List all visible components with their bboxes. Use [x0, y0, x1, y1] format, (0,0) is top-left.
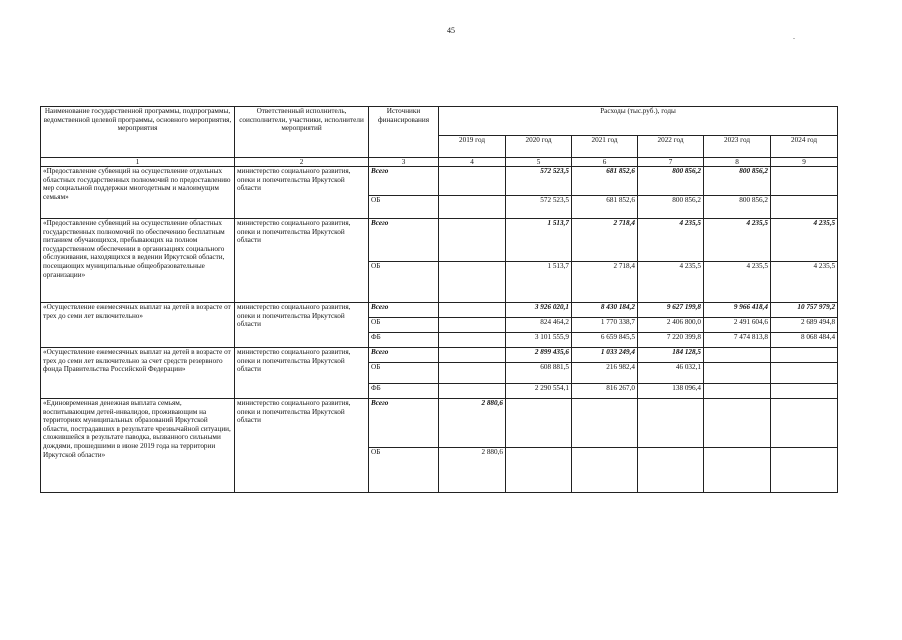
source-cell [369, 399, 439, 448]
value-cell [771, 167, 838, 196]
column-number: 1 [41, 158, 235, 167]
value-cell: 2 406 800,0 [638, 318, 704, 333]
executor-cell: министерство социального развития, опеки и попечительства Иркутской области [235, 219, 369, 303]
value-cell: 7 474 813,8 [704, 333, 771, 348]
value-cell: 7 220 399,8 [638, 333, 704, 348]
value-cell: 681 852,6 [572, 196, 638, 219]
program-name-cell: «Предоставление субвенций на осуществление отдельных областных государственных полномочий по предоставлению мер социальной поддержки многодетным и малоимущим семьям» [41, 167, 235, 219]
source-cell: ОБ [369, 262, 439, 303]
value-cell [771, 363, 838, 384]
value-cell: 2 880,6 [439, 448, 506, 493]
source-label: Всего [371, 303, 389, 311]
source-cell: ОБ [369, 318, 439, 333]
header-sources: Источники финансирования [369, 107, 439, 158]
value-cell: 8 430 184,2 [572, 303, 638, 318]
table-row [41, 219, 838, 262]
value-cell: 800 856,2 [704, 196, 771, 219]
value-cell: 572 523,5 [506, 167, 572, 196]
table-row [41, 303, 838, 318]
column-number: 6 [572, 158, 638, 167]
value-cell: 2 880,6 [439, 399, 506, 448]
source-cell [369, 348, 439, 363]
value-cell: 3 926 020,1 [506, 303, 572, 318]
value-cell [506, 399, 572, 448]
value-cell [439, 333, 506, 348]
value-cell: 4 235,5 [771, 262, 838, 303]
value-cell: 2 899 435,6 [506, 348, 572, 363]
value-cell [439, 196, 506, 219]
source-cell: ОБ [369, 196, 439, 219]
source-cell: ОБ [369, 363, 439, 384]
table-row [41, 348, 838, 363]
source-label: Всего [371, 167, 389, 175]
value-cell [704, 363, 771, 384]
value-cell: 9 966 418,4 [704, 303, 771, 318]
header-year: 2024 год [771, 136, 838, 158]
value-cell: 824 464,2 [506, 318, 572, 333]
value-cell [439, 219, 506, 262]
source-cell: ОБ [369, 448, 439, 493]
value-cell [704, 448, 771, 493]
value-cell: 681 852,6 [572, 167, 638, 196]
header-year: 2019 год [439, 136, 506, 158]
value-cell: 138 096,4 [638, 384, 704, 399]
value-cell [638, 448, 704, 493]
value-cell: 46 032,1 [638, 363, 704, 384]
source-cell: ФБ [369, 384, 439, 399]
value-cell: 4 235,5 [704, 219, 771, 262]
value-cell: 216 982,4 [572, 363, 638, 384]
executor-cell: министерство социального развития, опеки и попечительства Иркутской области [235, 399, 369, 493]
program-name-cell: «Единовременная денежная выплата семьям, воспитывающим детей-инвалидов, проживающим на территориях муниципальных образований Иркутской области, пострадавших в результате чрезвычайной ситуации, сложившейся в результате паводка, вызванного сильными дождями, прошедшими в июне 2019 года на территории Иркутской области» [41, 399, 235, 493]
value-cell: 184 128,5 [638, 348, 704, 363]
source-cell [369, 303, 439, 318]
value-cell: 1 513,7 [506, 262, 572, 303]
value-cell: 800 856,2 [638, 196, 704, 219]
value-cell [439, 167, 506, 196]
executor-cell: министерство социального развития, опеки и попечительства Иркутской области [235, 167, 369, 219]
value-cell: 8 068 484,4 [771, 333, 838, 348]
header-row-numbers [41, 158, 838, 167]
value-cell: 2 718,4 [572, 262, 638, 303]
value-cell: 6 659 845,5 [572, 333, 638, 348]
header-executor: Ответственный исполнитель, соисполнители, участники, исполнители мероприятий [235, 107, 369, 158]
executor-cell: министерство социального развития, опеки и попечительства Иркутской области [235, 303, 369, 348]
header-year: 2021 год [572, 136, 638, 158]
value-cell: 1 770 338,7 [572, 318, 638, 333]
header-program-name: Наименование государственной программы, подпрограммы, ведомственной целевой программы, основного мероприятия, мероприятия [41, 107, 235, 158]
value-cell [439, 303, 506, 318]
value-cell: 3 101 555,9 [506, 333, 572, 348]
value-cell [439, 363, 506, 384]
column-number: 5 [506, 158, 572, 167]
value-cell: 816 267,0 [572, 384, 638, 399]
source-cell [369, 219, 439, 262]
value-cell: 800 856,2 [704, 167, 771, 196]
column-number: 2 [235, 158, 369, 167]
value-cell: 608 881,5 [506, 363, 572, 384]
value-cell [771, 448, 838, 493]
value-cell [439, 318, 506, 333]
value-cell: 2 491 604,6 [704, 318, 771, 333]
value-cell: 572 523,5 [506, 196, 572, 219]
column-number: 3 [369, 158, 439, 167]
executor-cell: министерство социального развития, опеки и попечительства Иркутской области [235, 348, 369, 399]
header-expenses: Расходы (тыс.руб.), годы [439, 107, 838, 136]
value-cell: 2 689 494,8 [771, 318, 838, 333]
header-year: 2023 год [704, 136, 771, 158]
column-number: 9 [771, 158, 838, 167]
value-cell [506, 448, 572, 493]
value-cell [704, 348, 771, 363]
value-cell [439, 262, 506, 303]
page-number: 45 [447, 26, 455, 35]
column-number: 7 [638, 158, 704, 167]
column-number: 4 [439, 158, 506, 167]
value-cell: 4 235,5 [638, 219, 704, 262]
column-number: 8 [704, 158, 771, 167]
program-name-cell: «Предоставление субвенций на осуществление областных государственных полномочий по обеспечению бесплатным питанием обучающихся, пребывающих на полном государственном обеспечении в организациях социального обслуживания, находящихся в ведении Иркутской области, посещающих муниципальные общеобразовательные организации» [41, 219, 235, 303]
value-cell [771, 399, 838, 448]
source-cell: ФБ [369, 333, 439, 348]
value-cell [771, 384, 838, 399]
value-cell [771, 348, 838, 363]
value-cell [638, 399, 704, 448]
source-label: Всего [371, 219, 389, 227]
value-cell [572, 448, 638, 493]
budget-table [40, 106, 838, 493]
source-label: Всего [371, 348, 389, 356]
value-cell: 4 235,5 [638, 262, 704, 303]
header-row-top [41, 107, 838, 136]
value-cell [704, 384, 771, 399]
program-name-cell: «Осуществление ежемесячных выплат на детей в возрасте от трех до семи лет включительно» [41, 303, 235, 348]
value-cell [704, 399, 771, 448]
value-cell [572, 399, 638, 448]
value-cell: 4 235,5 [704, 262, 771, 303]
table-row [41, 167, 838, 196]
table-row [41, 399, 838, 448]
value-cell [439, 348, 506, 363]
value-cell [771, 196, 838, 219]
program-name-cell: «Осуществление ежемесячных выплат на детей в возрасте от трех до семи лет включительно за счет средств резервного фонда Правительства Российской Федерации» [41, 348, 235, 399]
value-cell: 10 757 979,2 [771, 303, 838, 318]
value-cell: 1 033 249,4 [572, 348, 638, 363]
value-cell: 800 856,2 [638, 167, 704, 196]
value-cell: 2 718,4 [572, 219, 638, 262]
header-year: 2022 год [638, 136, 704, 158]
scan-speck [793, 38, 795, 39]
value-cell: 9 627 199,8 [638, 303, 704, 318]
source-cell [369, 167, 439, 196]
header-year: 2020 год [506, 136, 572, 158]
source-label: Всего [371, 399, 389, 407]
value-cell: 4 235,5 [771, 219, 838, 262]
value-cell: 2 290 554,1 [506, 384, 572, 399]
value-cell [439, 384, 506, 399]
value-cell: 1 513,7 [506, 219, 572, 262]
